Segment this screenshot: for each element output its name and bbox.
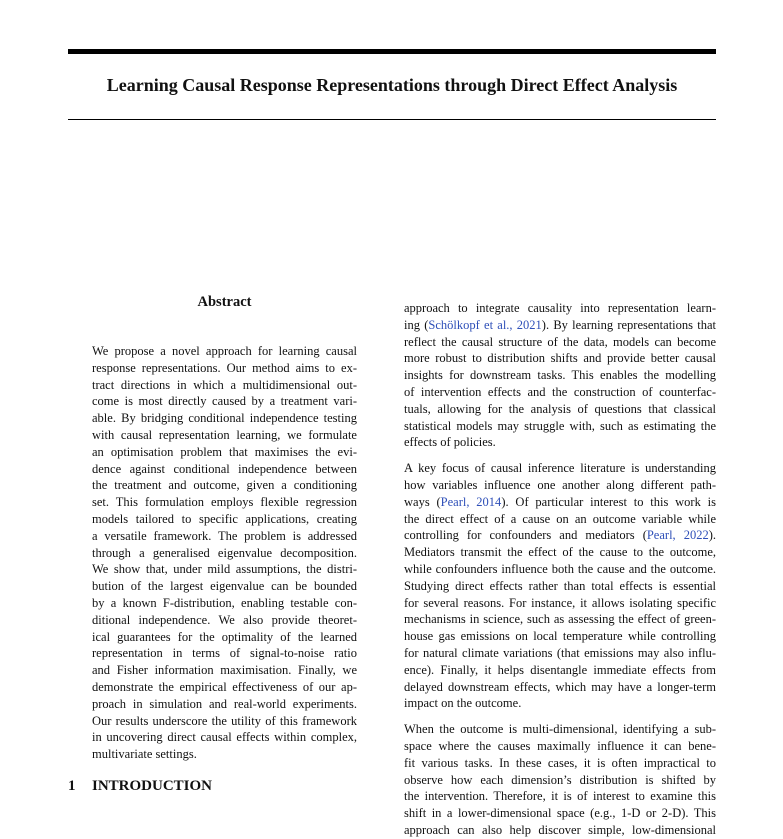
intro-paragraph: [404, 300, 716, 451]
intro-paragraph: [404, 460, 716, 712]
paragraph-line: approach to integrate causality into representation learn-: [404, 301, 716, 315]
paragraph-line: reflect the causal structure of the data, models can become: [404, 334, 716, 349]
paragraph-line: A key focus of causal inference literature is understanding: [404, 461, 716, 476]
paragraph-line: mechanisms in science, such as assessing the effect of green-: [404, 612, 716, 627]
paragraph-line: of intervention effects and the construction of counterfac-: [404, 384, 716, 399]
abstract-line: We propose a novel approach for learning causal: [92, 344, 357, 358]
abstract-line: set. This formulation employs flexible regression: [92, 495, 357, 510]
abstract-line: able. By bridging conditional independence testing: [92, 411, 357, 426]
abstract-line: by a known F-distribution, enabling testable con-: [92, 595, 357, 610]
right-column: [404, 300, 716, 839]
paper-title: Learning Causal Response Representations through Direct Effect Analysis: [106, 75, 678, 95]
paragraph-line: shift in a lower-dimensional space (e.g., 1-D or 2-D). This: [404, 806, 716, 821]
abstract-line: through a generalised eigenvalue decomposition.: [92, 545, 357, 560]
abstract-line: in uncovering direct causal effects within complex,: [92, 730, 357, 745]
abstract-line: Our results underscore the utility of this framework: [92, 713, 357, 728]
section-heading: [68, 777, 212, 795]
paragraph-line: controlling for confounders and mediators (Pearl, 2022).: [404, 528, 716, 543]
citation-link[interactable]: Schölkopf et al., 2021: [428, 317, 542, 332]
paragraph-line: insights for downstream tasks. This enables the modelling: [404, 368, 716, 383]
abstract-line: multivariate settings.: [92, 747, 197, 762]
paragraph-line: ing (Schölkopf et al., 2021). By learning representations that: [404, 317, 716, 332]
abstract-line: an optimisation problem that maximises the evi-: [92, 444, 357, 459]
intro-paragraph: [404, 721, 716, 839]
paragraph-line: for natural climate variations (that emissions may also influ-: [404, 645, 716, 660]
title-top-rule: [68, 49, 716, 54]
section-number: 1: [68, 778, 76, 794]
abstract-line: the treatment and outcome, given a conditioning: [92, 478, 357, 493]
title-bottom-rule: [68, 119, 716, 120]
paragraph-line: statistical models may struggle with, such as estimating the: [404, 418, 716, 433]
paragraph-line: fit various tasks. In these cases, it is often impractical to: [404, 755, 716, 770]
paragraph-line: the direct effect of a cause on an outcome variable while: [404, 511, 716, 526]
abstract-line: proach in simulation and real-world experiments.: [92, 696, 357, 711]
abstract-line: bution of the largest eigenvalue can be bounded: [92, 579, 357, 594]
abstract-body: [92, 343, 357, 763]
paragraph-line: ence). Finally, it helps disentangle immediate effects from: [404, 662, 716, 677]
citation-link[interactable]: Pearl, 2022: [646, 528, 709, 543]
abstract-line: with causal representation learning, we formulate: [92, 427, 357, 442]
abstract-line: We show that, under mild assumptions, the distri-: [92, 562, 357, 577]
paragraph-line: effects of policies.: [404, 435, 496, 450]
abstract-line: representation in terms of signal-to-noise ratio: [92, 646, 357, 661]
abstract-line: dence against conditional independence between: [92, 461, 357, 476]
abstract-line: demonstrate the empirical effectiveness of our ap-: [92, 679, 357, 694]
paragraph-line: space where the causes maximally influence it can bene-: [404, 738, 716, 753]
paragraph-line: Studying direct effects rather than total effects is essential: [404, 578, 716, 593]
paragraph-line: more robust to distribution shifts and provide better causal: [404, 351, 716, 366]
abstract-line: come is most directly caused by a treatment vari-: [92, 394, 357, 409]
paragraph-line: the intervention. Therefore, it is of interest to examine this: [404, 789, 716, 804]
paragraph-line: for several reasons. For instance, it allows isolating specific: [404, 595, 716, 610]
paragraph-line: observe how each dimension’s distribution is shifted by: [404, 772, 716, 787]
paragraph-line: Mediators transmit the effect of the cause to the outcome,: [404, 545, 716, 560]
paragraph-line: while confounders influence both the cause and the outcome.: [404, 561, 716, 576]
paragraph-line: delayed downstream effects, which may have a longer-term: [404, 679, 716, 694]
abstract-line: ical guarantees for the optimality of the learned: [92, 629, 357, 644]
abstract-line: models tailored to specific applications, creating: [92, 511, 357, 526]
paragraph-line: impact on the outcome.: [404, 696, 522, 711]
paragraph-line: When the outcome is multi-dimensional, identifying a sub-: [404, 722, 716, 737]
paragraph-line: tuals, allowing for the analysis of questions that classical: [404, 401, 716, 416]
left-column: [92, 343, 357, 763]
paragraph-line: approach can also help discover simple, low-dimensional: [404, 822, 716, 837]
paragraph-line: how variables influence one another along different path-: [404, 477, 716, 492]
section-title: INTRODUCTION: [92, 778, 213, 794]
abstract-line: a versatile framework. The problem is addressed: [92, 528, 357, 543]
paragraph-line: ways (Pearl, 2014). Of particular interest to this work is: [404, 494, 717, 509]
abstract-line: and Fisher information maximisation. Finally, we: [92, 663, 357, 678]
citation-link[interactable]: Pearl, 2014: [440, 494, 502, 509]
abstract-line: response representations. Our method aims to ex-: [92, 360, 357, 375]
abstract-heading: Abstract: [197, 294, 252, 310]
paragraph-line: house gas emissions on local temperature while controlling: [404, 629, 716, 644]
abstract-line: tract directions in which a multidimensional out-: [92, 377, 357, 392]
abstract-line: ditional independence. We also provide theoret-: [92, 612, 357, 627]
